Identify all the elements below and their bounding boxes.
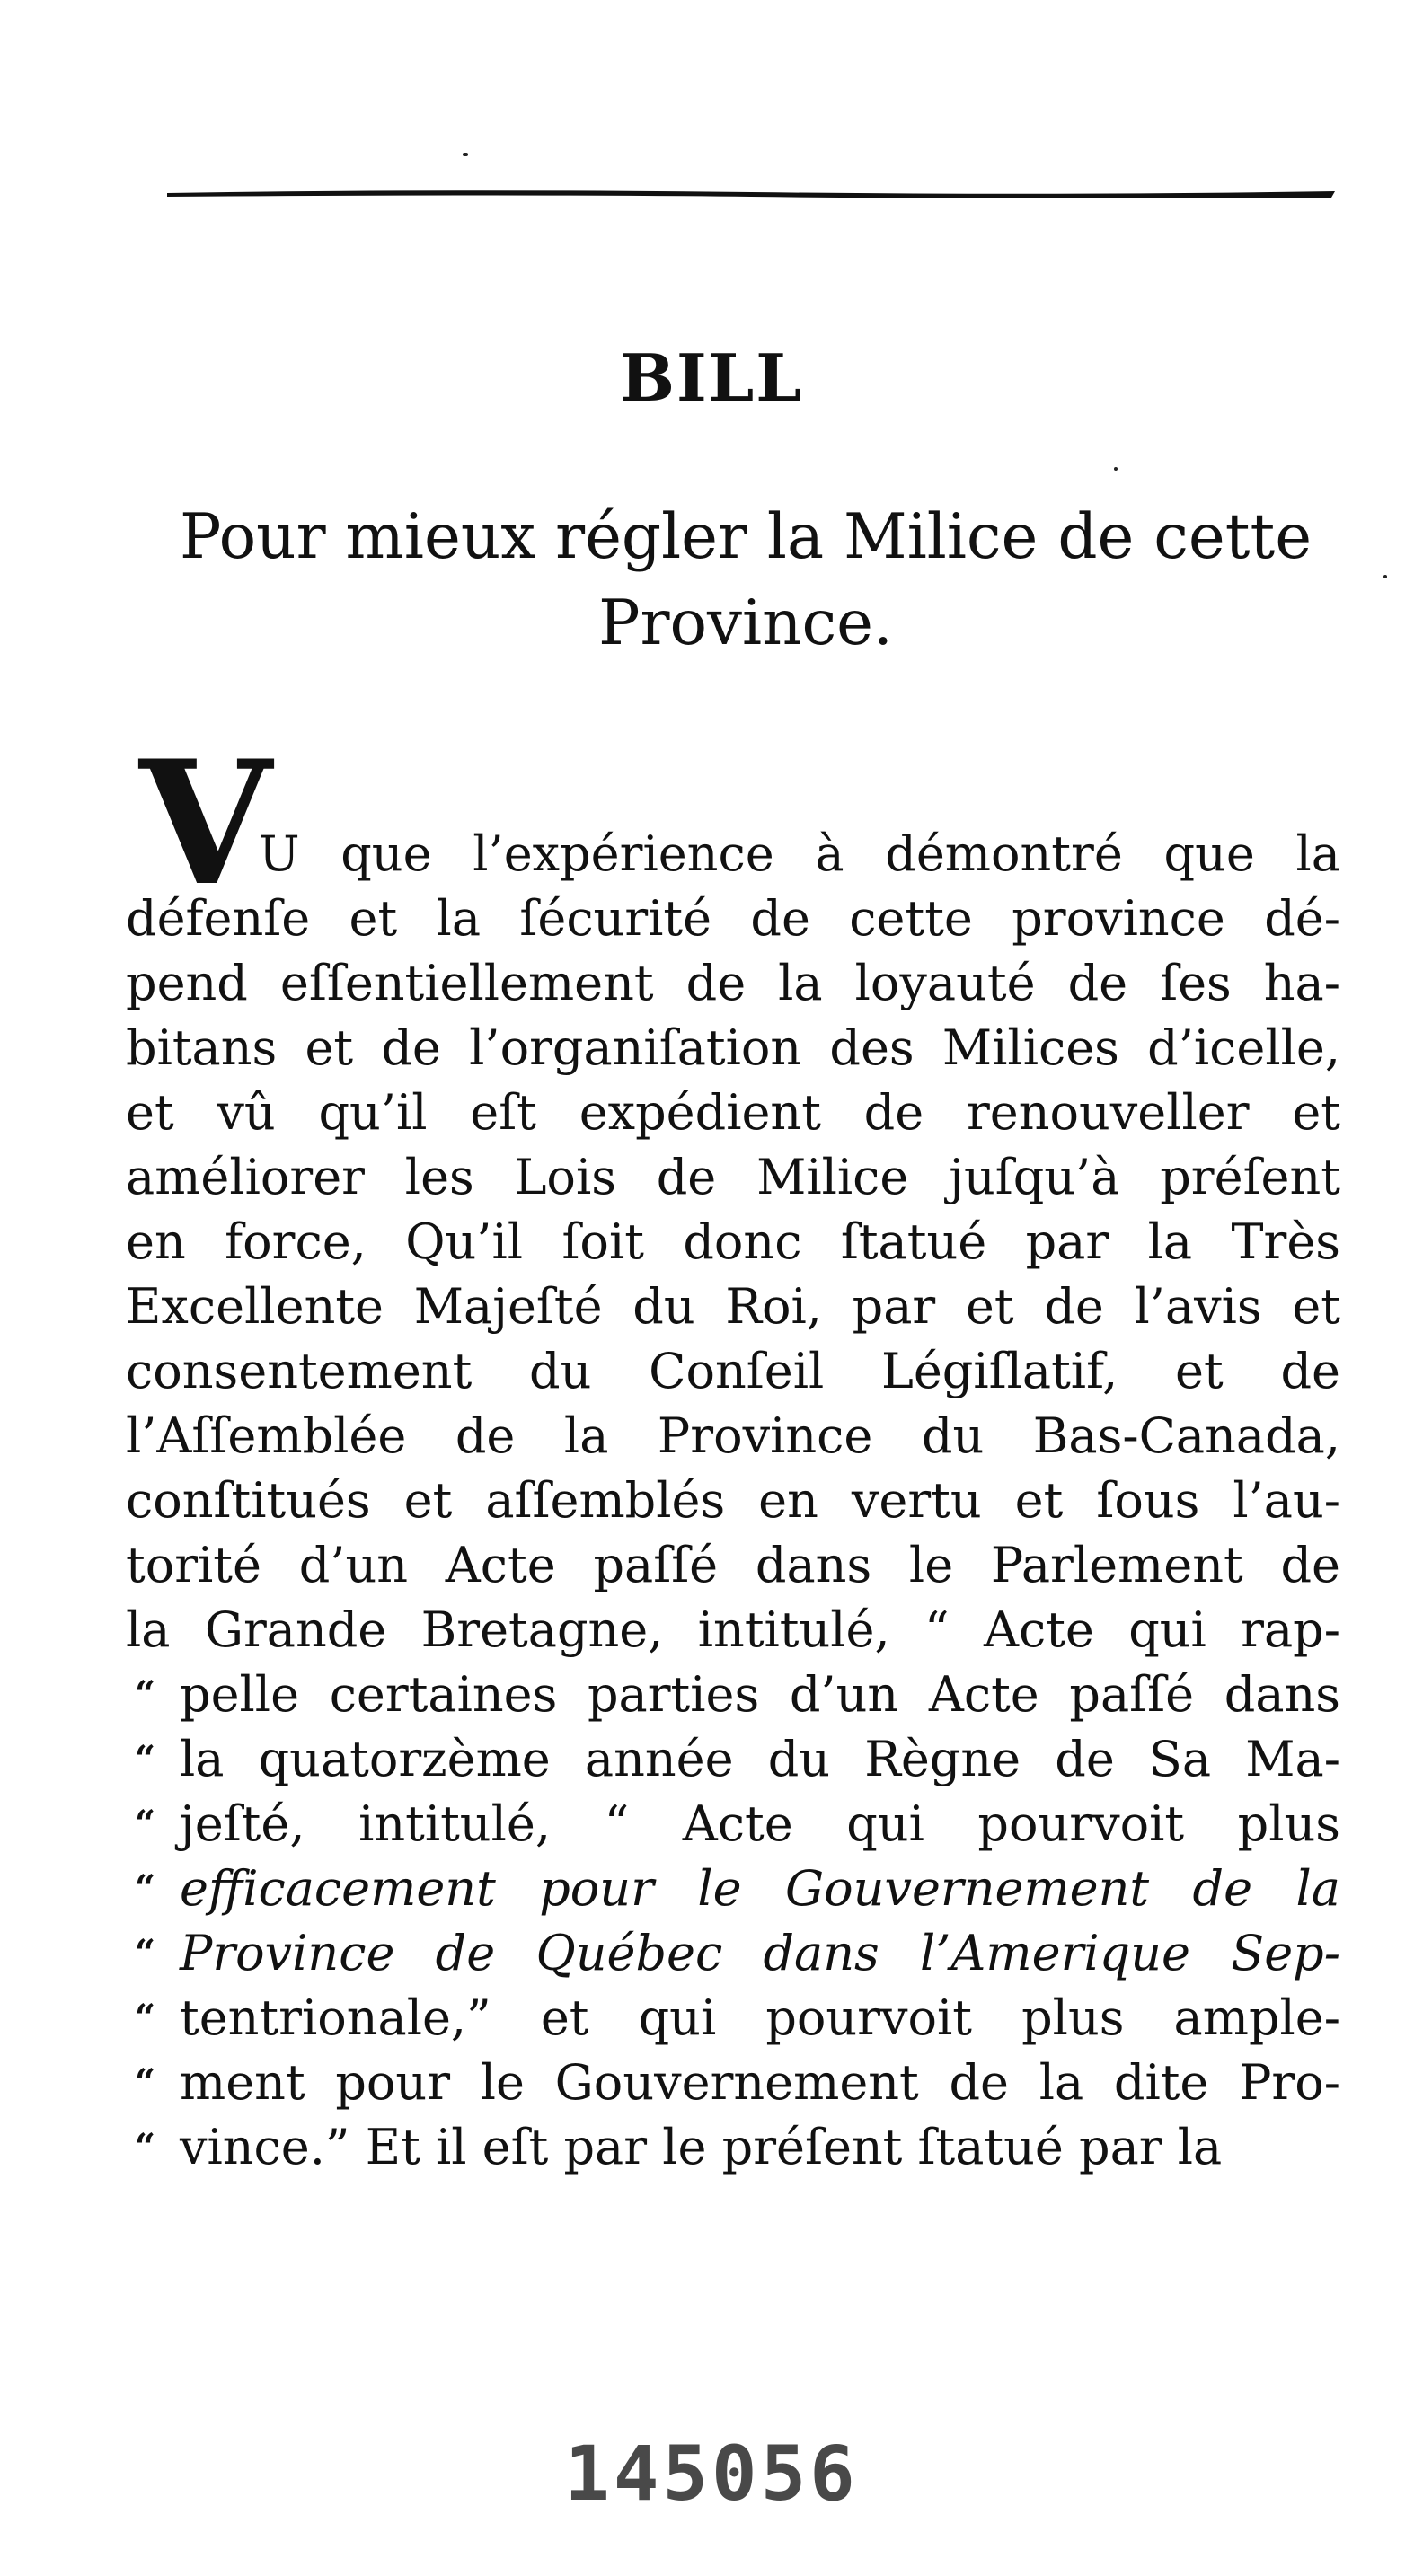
body-line: vince.” Et il eſt par le préſent ſtatué par la (180, 2119, 1223, 2175)
body-line: ment pour le Gouvernement de la dite Pro- (180, 2054, 1340, 2111)
body-line: torité d’un Acte paſſé dans le Parlement de (126, 1537, 1340, 1593)
body-line: la quatorzème année du Règne de Sa Ma- (180, 1731, 1340, 1787)
body-line: pelle certaines parties d’un Acte paſſé dans (180, 1666, 1340, 1723)
quote-mark: “ (135, 1673, 156, 1716)
body-line: tentrionale,” et qui pourvoit plus ample- (180, 1989, 1340, 2046)
library-stamp-number: 145056 (564, 2430, 859, 2518)
quote-mark: “ (135, 2126, 156, 2168)
body-line: conſtitués et aſſemblés en vertu et ſous l’au- (126, 1472, 1340, 1529)
subtitle-line-1: Pour mieux régler la Milice de cette (179, 501, 1313, 573)
body-line: Province de Québec dans l’Amerique Sep- (180, 1925, 1340, 1981)
document-subtitle (126, 494, 1366, 666)
subtitle-line-2: Province. (598, 587, 893, 659)
body-paragraph (126, 822, 1340, 2180)
quote-mark: “ (135, 1867, 156, 1910)
quote-mark: “ (135, 1803, 156, 1845)
quote-mark: “ (135, 1997, 156, 2039)
body-line: défenſe et la ſécurité de cette province dé- (126, 890, 1340, 947)
body-line: et vû qu’il eſt expédient de renouveller et (126, 1084, 1340, 1141)
body-line: U que l’expérience à démontré que la (259, 825, 1340, 882)
body-line: consentement du Conſeil Légiſlatif, et de (126, 1343, 1340, 1399)
quote-mark: “ (135, 1932, 156, 1974)
document-title: BILL (620, 340, 803, 416)
quote-mark: “ (135, 1738, 156, 1780)
ink-speck (1383, 575, 1387, 578)
body-line: jeſté, intitulé, “ Acte qui pourvoit plus (180, 1795, 1340, 1852)
body-line: améliorer les Lois de Milice juſqu’à préſent (126, 1149, 1340, 1205)
header-rule (167, 185, 1335, 201)
body-line: en force, Qu’il ſoit donc ſtatué par la Très (126, 1213, 1340, 1270)
body-line: pend eſſentiellement de la loyauté de ſes ha- (126, 955, 1340, 1011)
body-line: la Grande Bretagne, intitulé, “ Acte qui rap- (126, 1601, 1340, 1658)
body-line: efficacement pour le Gouvernement de la (180, 1860, 1340, 1917)
body-line: bitans et de l’organiſation des Milices d’icelle, (126, 1019, 1340, 1076)
ink-speck (463, 153, 468, 156)
drop-cap: V (139, 723, 272, 923)
ink-speck (1114, 467, 1118, 471)
body-line: l’Aſſemblée de la Province du Bas-Canada, (126, 1407, 1340, 1464)
quote-mark: “ (135, 2061, 156, 2104)
body-line: Excellente Majeſté du Roi, par et de l’avis et (126, 1278, 1340, 1335)
